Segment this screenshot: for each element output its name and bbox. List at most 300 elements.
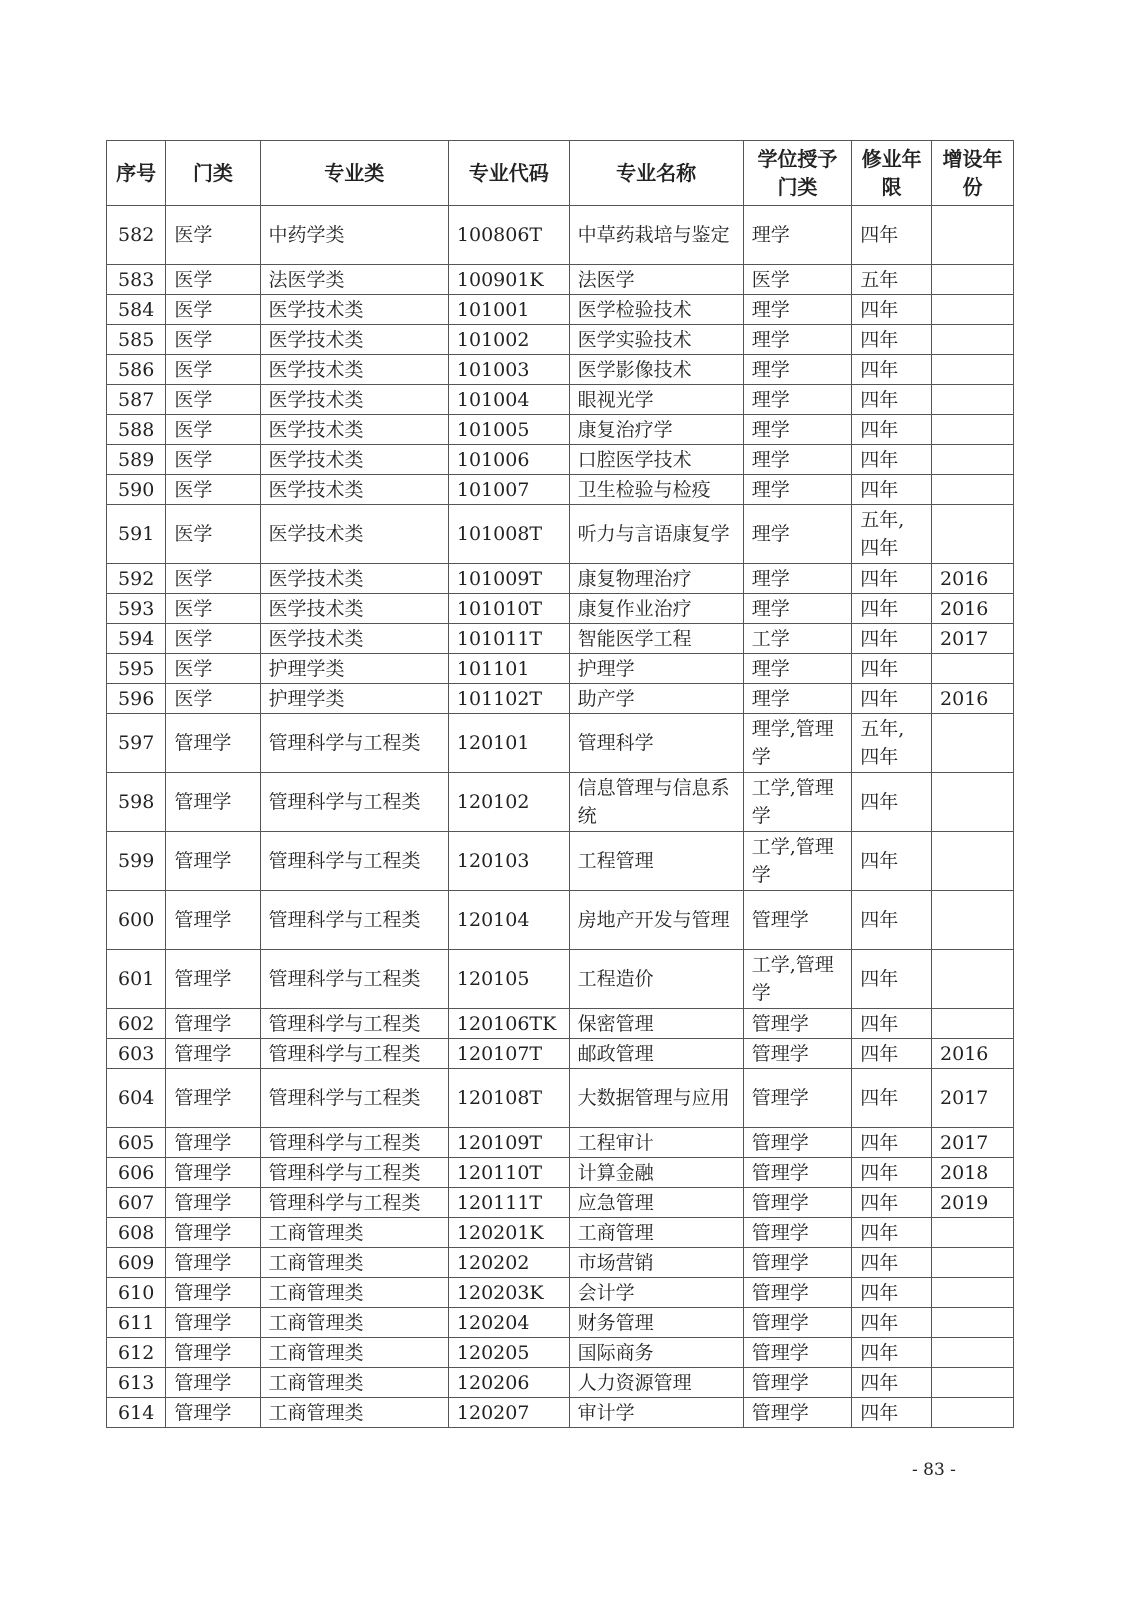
cell-year-added xyxy=(932,385,1014,415)
cell-major-class: 医学技术类 xyxy=(260,445,448,475)
cell-major-code: 101001 xyxy=(448,295,569,325)
cell-serial: 585 xyxy=(107,325,166,355)
cell-category: 管理学 xyxy=(166,1338,260,1368)
table-row xyxy=(107,773,1014,832)
cell-serial: 598 xyxy=(107,773,166,832)
header-study-years: 修业年限 xyxy=(852,141,932,206)
table-row xyxy=(107,385,1014,415)
cell-major-class: 工商管理类 xyxy=(260,1368,448,1398)
cell-major-class: 工商管理类 xyxy=(260,1398,448,1428)
cell-study-years: 四年 xyxy=(852,1368,932,1398)
table-row xyxy=(107,1158,1014,1188)
cell-year-added: 2016 xyxy=(932,1039,1014,1069)
cell-major-class: 医学技术类 xyxy=(260,355,448,385)
cell-year-added: 2017 xyxy=(932,1128,1014,1158)
cell-major-name: 计算金融 xyxy=(569,1158,743,1188)
cell-category: 管理学 xyxy=(166,1188,260,1218)
cell-category: 管理学 xyxy=(166,950,260,1009)
cell-serial: 584 xyxy=(107,295,166,325)
cell-serial: 611 xyxy=(107,1308,166,1338)
cell-major-code: 120103 xyxy=(448,832,569,891)
cell-study-years: 四年 xyxy=(852,1158,932,1188)
cell-serial: 606 xyxy=(107,1158,166,1188)
cell-degree-category: 理学 xyxy=(743,325,852,355)
cell-category: 管理学 xyxy=(166,1128,260,1158)
cell-major-code: 120105 xyxy=(448,950,569,1009)
cell-major-name: 市场营销 xyxy=(569,1248,743,1278)
cell-year-added xyxy=(932,415,1014,445)
cell-serial: 612 xyxy=(107,1338,166,1368)
cell-major-code: 101008T xyxy=(448,505,569,564)
cell-major-class: 护理学类 xyxy=(260,684,448,714)
cell-major-class: 管理科学与工程类 xyxy=(260,832,448,891)
major-catalog-table xyxy=(106,140,1014,1428)
cell-major-class: 管理科学与工程类 xyxy=(260,891,448,950)
cell-major-code: 120107T xyxy=(448,1039,569,1069)
table-header-row xyxy=(107,141,1014,206)
cell-serial: 591 xyxy=(107,505,166,564)
cell-serial: 607 xyxy=(107,1188,166,1218)
cell-category: 医学 xyxy=(166,295,260,325)
cell-serial: 602 xyxy=(107,1009,166,1039)
cell-major-name: 助产学 xyxy=(569,684,743,714)
cell-major-name: 国际商务 xyxy=(569,1338,743,1368)
cell-degree-category: 理学 xyxy=(743,594,852,624)
cell-serial: 582 xyxy=(107,206,166,265)
cell-major-class: 医学技术类 xyxy=(260,594,448,624)
cell-serial: 586 xyxy=(107,355,166,385)
cell-degree-category: 管理学 xyxy=(743,1069,852,1128)
cell-major-class: 管理科学与工程类 xyxy=(260,1188,448,1218)
cell-major-class: 医学技术类 xyxy=(260,325,448,355)
cell-category: 医学 xyxy=(166,654,260,684)
cell-serial: 596 xyxy=(107,684,166,714)
cell-serial: 599 xyxy=(107,832,166,891)
cell-major-code: 120108T xyxy=(448,1069,569,1128)
cell-degree-category: 管理学 xyxy=(743,1158,852,1188)
cell-major-name: 人力资源管理 xyxy=(569,1368,743,1398)
cell-major-code: 120102 xyxy=(448,773,569,832)
cell-degree-category: 管理学 xyxy=(743,1278,852,1308)
cell-study-years: 四年 xyxy=(852,1308,932,1338)
table-body xyxy=(107,206,1014,1428)
cell-degree-category: 理学 xyxy=(743,445,852,475)
cell-major-name: 康复物理治疗 xyxy=(569,564,743,594)
cell-degree-category: 理学 xyxy=(743,295,852,325)
cell-category: 医学 xyxy=(166,325,260,355)
cell-degree-category: 管理学 xyxy=(743,1338,852,1368)
cell-category: 管理学 xyxy=(166,1248,260,1278)
cell-major-name: 智能医学工程 xyxy=(569,624,743,654)
cell-major-code: 100901K xyxy=(448,265,569,295)
cell-degree-category: 理学 xyxy=(743,564,852,594)
cell-major-class: 管理科学与工程类 xyxy=(260,950,448,1009)
cell-year-added: 2016 xyxy=(932,684,1014,714)
cell-degree-category: 管理学 xyxy=(743,1368,852,1398)
cell-study-years: 四年 xyxy=(852,355,932,385)
cell-major-name: 工程造价 xyxy=(569,950,743,1009)
cell-major-class: 管理科学与工程类 xyxy=(260,1158,448,1188)
cell-degree-category: 管理学 xyxy=(743,1218,852,1248)
cell-study-years: 四年 xyxy=(852,206,932,265)
cell-study-years: 四年 xyxy=(852,624,932,654)
cell-serial: 588 xyxy=(107,415,166,445)
cell-year-added: 2017 xyxy=(932,1069,1014,1128)
cell-major-name: 保密管理 xyxy=(569,1009,743,1039)
cell-major-name: 眼视光学 xyxy=(569,385,743,415)
cell-major-name: 护理学 xyxy=(569,654,743,684)
table-row xyxy=(107,325,1014,355)
cell-serial: 594 xyxy=(107,624,166,654)
cell-year-added xyxy=(932,832,1014,891)
table-row xyxy=(107,206,1014,265)
cell-major-code: 120205 xyxy=(448,1338,569,1368)
cell-year-added: 2017 xyxy=(932,624,1014,654)
cell-major-code: 100806T xyxy=(448,206,569,265)
cell-major-name: 邮政管理 xyxy=(569,1039,743,1069)
cell-serial: 590 xyxy=(107,475,166,505)
cell-study-years: 四年 xyxy=(852,891,932,950)
table-row xyxy=(107,832,1014,891)
table-row xyxy=(107,624,1014,654)
cell-degree-category: 理学 xyxy=(743,684,852,714)
table-row xyxy=(107,1218,1014,1248)
cell-degree-category: 医学 xyxy=(743,265,852,295)
cell-category: 管理学 xyxy=(166,714,260,773)
cell-major-code: 120207 xyxy=(448,1398,569,1428)
cell-study-years: 四年 xyxy=(852,594,932,624)
cell-major-class: 医学技术类 xyxy=(260,295,448,325)
cell-major-name: 审计学 xyxy=(569,1398,743,1428)
cell-major-code: 101007 xyxy=(448,475,569,505)
cell-degree-category: 管理学 xyxy=(743,1308,852,1338)
cell-major-name: 财务管理 xyxy=(569,1308,743,1338)
cell-category: 医学 xyxy=(166,385,260,415)
cell-degree-category: 管理学 xyxy=(743,1398,852,1428)
cell-degree-category: 理学 xyxy=(743,355,852,385)
cell-study-years: 四年 xyxy=(852,564,932,594)
cell-category: 管理学 xyxy=(166,1009,260,1039)
cell-study-years: 四年 xyxy=(852,475,932,505)
table-row xyxy=(107,1188,1014,1218)
cell-degree-category: 管理学 xyxy=(743,1128,852,1158)
table-row xyxy=(107,1338,1014,1368)
cell-degree-category: 工学,管理学 xyxy=(743,832,852,891)
cell-year-added xyxy=(932,1308,1014,1338)
cell-major-class: 管理科学与工程类 xyxy=(260,1069,448,1128)
cell-major-class: 中药学类 xyxy=(260,206,448,265)
cell-study-years: 四年 xyxy=(852,1128,932,1158)
cell-serial: 600 xyxy=(107,891,166,950)
cell-major-code: 101006 xyxy=(448,445,569,475)
cell-study-years: 四年 xyxy=(852,654,932,684)
table-row xyxy=(107,1069,1014,1128)
cell-major-class: 工商管理类 xyxy=(260,1218,448,1248)
table-row xyxy=(107,1308,1014,1338)
cell-degree-category: 管理学 xyxy=(743,891,852,950)
table-row xyxy=(107,1039,1014,1069)
cell-year-added xyxy=(932,1218,1014,1248)
cell-major-code: 120106TK xyxy=(448,1009,569,1039)
cell-study-years: 四年 xyxy=(852,832,932,891)
cell-year-added xyxy=(932,1368,1014,1398)
cell-degree-category: 理学 xyxy=(743,654,852,684)
cell-major-class: 管理科学与工程类 xyxy=(260,773,448,832)
cell-study-years: 四年 xyxy=(852,1248,932,1278)
cell-serial: 603 xyxy=(107,1039,166,1069)
cell-major-class: 管理科学与工程类 xyxy=(260,1128,448,1158)
cell-major-class: 医学技术类 xyxy=(260,564,448,594)
cell-major-name: 管理科学 xyxy=(569,714,743,773)
cell-year-added: 2018 xyxy=(932,1158,1014,1188)
cell-serial: 593 xyxy=(107,594,166,624)
cell-year-added xyxy=(932,1278,1014,1308)
cell-year-added: 2016 xyxy=(932,564,1014,594)
cell-year-added xyxy=(932,355,1014,385)
cell-year-added xyxy=(932,1398,1014,1428)
table-row xyxy=(107,564,1014,594)
cell-category: 医学 xyxy=(166,355,260,385)
cell-year-added xyxy=(932,773,1014,832)
cell-major-code: 120206 xyxy=(448,1368,569,1398)
table-row xyxy=(107,1398,1014,1428)
cell-major-class: 工商管理类 xyxy=(260,1308,448,1338)
cell-degree-category: 管理学 xyxy=(743,1188,852,1218)
cell-study-years: 五年,四年 xyxy=(852,714,932,773)
cell-category: 医学 xyxy=(166,564,260,594)
table-row xyxy=(107,684,1014,714)
cell-category: 管理学 xyxy=(166,1278,260,1308)
cell-year-added xyxy=(932,475,1014,505)
cell-major-name: 大数据管理与应用 xyxy=(569,1069,743,1128)
cell-major-code: 120204 xyxy=(448,1308,569,1338)
cell-major-class: 医学技术类 xyxy=(260,624,448,654)
cell-major-code: 101009T xyxy=(448,564,569,594)
table-row xyxy=(107,1278,1014,1308)
cell-study-years: 四年 xyxy=(852,1398,932,1428)
cell-study-years: 四年 xyxy=(852,1278,932,1308)
cell-major-name: 医学影像技术 xyxy=(569,355,743,385)
cell-degree-category: 理学 xyxy=(743,206,852,265)
cell-major-code: 101005 xyxy=(448,415,569,445)
cell-major-name: 中草药栽培与鉴定 xyxy=(569,206,743,265)
cell-study-years: 四年 xyxy=(852,1338,932,1368)
page-number: - 83 - xyxy=(912,1460,956,1480)
table-row xyxy=(107,415,1014,445)
cell-study-years: 四年 xyxy=(852,1039,932,1069)
header-major-code: 专业代码 xyxy=(448,141,569,206)
table-row xyxy=(107,1368,1014,1398)
table-row xyxy=(107,1009,1014,1039)
table-row xyxy=(107,654,1014,684)
cell-major-code: 101004 xyxy=(448,385,569,415)
cell-degree-category: 理学 xyxy=(743,505,852,564)
cell-serial: 614 xyxy=(107,1398,166,1428)
cell-major-class: 医学技术类 xyxy=(260,475,448,505)
table-row xyxy=(107,950,1014,1009)
cell-year-added xyxy=(932,265,1014,295)
cell-year-added: 2019 xyxy=(932,1188,1014,1218)
cell-degree-category: 理学,管理学 xyxy=(743,714,852,773)
cell-category: 医学 xyxy=(166,415,260,445)
cell-major-code: 120203K xyxy=(448,1278,569,1308)
cell-degree-category: 工学 xyxy=(743,624,852,654)
cell-category: 管理学 xyxy=(166,1039,260,1069)
cell-major-name: 医学检验技术 xyxy=(569,295,743,325)
cell-major-name: 法医学 xyxy=(569,265,743,295)
table-row xyxy=(107,1248,1014,1278)
cell-major-name: 工程管理 xyxy=(569,832,743,891)
cell-study-years: 四年 xyxy=(852,1188,932,1218)
cell-major-name: 工商管理 xyxy=(569,1218,743,1248)
cell-year-added xyxy=(932,1248,1014,1278)
cell-serial: 605 xyxy=(107,1128,166,1158)
cell-major-code: 101102T xyxy=(448,684,569,714)
cell-serial: 589 xyxy=(107,445,166,475)
cell-major-class: 医学技术类 xyxy=(260,505,448,564)
cell-major-name: 房地产开发与管理 xyxy=(569,891,743,950)
cell-major-code: 120110T xyxy=(448,1158,569,1188)
table-row xyxy=(107,475,1014,505)
cell-study-years: 四年 xyxy=(852,950,932,1009)
cell-major-class: 管理科学与工程类 xyxy=(260,1009,448,1039)
cell-degree-category: 理学 xyxy=(743,385,852,415)
cell-major-class: 法医学类 xyxy=(260,265,448,295)
cell-serial: 595 xyxy=(107,654,166,684)
cell-degree-category: 工学,管理学 xyxy=(743,950,852,1009)
cell-major-class: 医学技术类 xyxy=(260,415,448,445)
header-major-class: 专业类 xyxy=(260,141,448,206)
cell-study-years: 四年 xyxy=(852,1009,932,1039)
cell-year-added xyxy=(932,295,1014,325)
cell-degree-category: 理学 xyxy=(743,475,852,505)
cell-study-years: 四年 xyxy=(852,1218,932,1248)
cell-major-code: 101003 xyxy=(448,355,569,385)
cell-serial: 583 xyxy=(107,265,166,295)
cell-major-class: 护理学类 xyxy=(260,654,448,684)
cell-year-added xyxy=(932,891,1014,950)
cell-study-years: 四年 xyxy=(852,445,932,475)
cell-study-years: 五年,四年 xyxy=(852,505,932,564)
cell-major-name: 应急管理 xyxy=(569,1188,743,1218)
cell-study-years: 四年 xyxy=(852,1069,932,1128)
cell-major-class: 管理科学与工程类 xyxy=(260,1039,448,1069)
cell-degree-category: 工学,管理学 xyxy=(743,773,852,832)
cell-category: 管理学 xyxy=(166,1158,260,1188)
cell-category: 医学 xyxy=(166,624,260,654)
cell-major-class: 管理科学与工程类 xyxy=(260,714,448,773)
cell-major-name: 卫生检验与检疫 xyxy=(569,475,743,505)
cell-study-years: 五年 xyxy=(852,265,932,295)
cell-major-code: 120104 xyxy=(448,891,569,950)
cell-major-class: 医学技术类 xyxy=(260,385,448,415)
cell-major-code: 120202 xyxy=(448,1248,569,1278)
cell-major-code: 120201K xyxy=(448,1218,569,1248)
cell-study-years: 四年 xyxy=(852,684,932,714)
cell-category: 医学 xyxy=(166,684,260,714)
cell-year-added xyxy=(932,325,1014,355)
cell-study-years: 四年 xyxy=(852,415,932,445)
cell-year-added xyxy=(932,1009,1014,1039)
cell-year-added xyxy=(932,950,1014,1009)
cell-category: 医学 xyxy=(166,265,260,295)
cell-category: 管理学 xyxy=(166,891,260,950)
cell-year-added xyxy=(932,505,1014,564)
cell-category: 管理学 xyxy=(166,1218,260,1248)
header-serial: 序号 xyxy=(107,141,166,206)
header-category: 门类 xyxy=(166,141,260,206)
cell-category: 管理学 xyxy=(166,832,260,891)
cell-serial: 587 xyxy=(107,385,166,415)
cell-major-name: 信息管理与信息系统 xyxy=(569,773,743,832)
cell-major-code: 101002 xyxy=(448,325,569,355)
cell-major-name: 工程审计 xyxy=(569,1128,743,1158)
cell-category: 医学 xyxy=(166,206,260,265)
table-row xyxy=(107,265,1014,295)
cell-serial: 604 xyxy=(107,1069,166,1128)
cell-serial: 597 xyxy=(107,714,166,773)
cell-study-years: 四年 xyxy=(852,295,932,325)
cell-degree-category: 管理学 xyxy=(743,1039,852,1069)
cell-major-class: 工商管理类 xyxy=(260,1248,448,1278)
cell-study-years: 四年 xyxy=(852,325,932,355)
cell-major-name: 康复作业治疗 xyxy=(569,594,743,624)
cell-year-added xyxy=(932,1338,1014,1368)
cell-category: 管理学 xyxy=(166,1398,260,1428)
cell-major-code: 120109T xyxy=(448,1128,569,1158)
cell-degree-category: 管理学 xyxy=(743,1009,852,1039)
cell-category: 医学 xyxy=(166,475,260,505)
cell-category: 管理学 xyxy=(166,1308,260,1338)
cell-study-years: 四年 xyxy=(852,773,932,832)
cell-major-code: 101010T xyxy=(448,594,569,624)
cell-serial: 609 xyxy=(107,1248,166,1278)
cell-major-class: 工商管理类 xyxy=(260,1278,448,1308)
cell-major-class: 工商管理类 xyxy=(260,1338,448,1368)
cell-major-name: 康复治疗学 xyxy=(569,415,743,445)
cell-serial: 613 xyxy=(107,1368,166,1398)
table-row xyxy=(107,505,1014,564)
cell-year-added xyxy=(932,714,1014,773)
cell-major-code: 101011T xyxy=(448,624,569,654)
cell-major-code: 120111T xyxy=(448,1188,569,1218)
cell-year-added xyxy=(932,654,1014,684)
table-row xyxy=(107,355,1014,385)
cell-degree-category: 管理学 xyxy=(743,1248,852,1278)
table-row xyxy=(107,295,1014,325)
table-row xyxy=(107,714,1014,773)
cell-category: 管理学 xyxy=(166,1368,260,1398)
cell-serial: 608 xyxy=(107,1218,166,1248)
table-row xyxy=(107,891,1014,950)
cell-category: 医学 xyxy=(166,594,260,624)
cell-category: 管理学 xyxy=(166,773,260,832)
table-row xyxy=(107,594,1014,624)
header-major-name: 专业名称 xyxy=(569,141,743,206)
cell-serial: 592 xyxy=(107,564,166,594)
cell-serial: 610 xyxy=(107,1278,166,1308)
cell-major-code: 101101 xyxy=(448,654,569,684)
cell-category: 医学 xyxy=(166,445,260,475)
cell-year-added xyxy=(932,445,1014,475)
cell-year-added xyxy=(932,206,1014,265)
cell-major-name: 听力与言语康复学 xyxy=(569,505,743,564)
cell-category: 医学 xyxy=(166,505,260,564)
table-row xyxy=(107,445,1014,475)
header-year-added: 增设年份 xyxy=(932,141,1014,206)
header-degree-category: 学位授予门类 xyxy=(743,141,852,206)
cell-major-code: 120101 xyxy=(448,714,569,773)
